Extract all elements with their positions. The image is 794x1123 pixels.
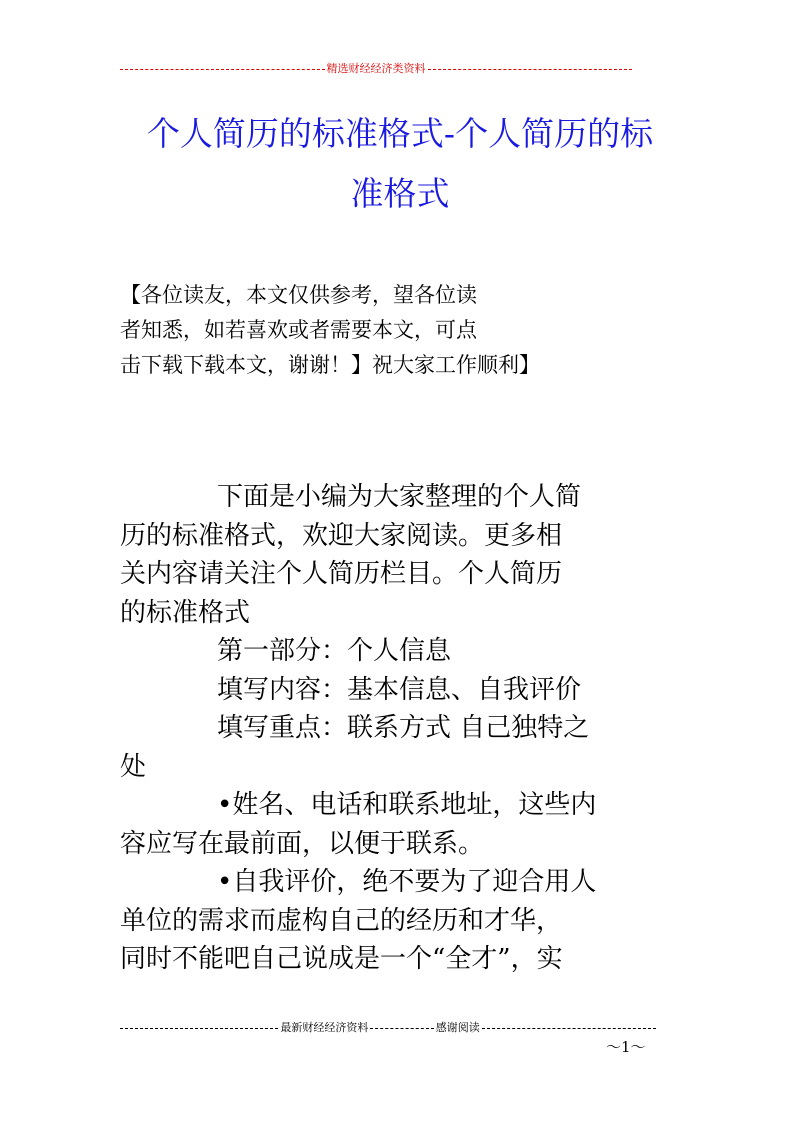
body-line-8: 处 [120, 751, 147, 782]
title-line-2: 准格式 [350, 174, 450, 213]
document-title [100, 104, 700, 224]
footer-dash-left [120, 1028, 278, 1029]
page-footer [120, 1018, 656, 1036]
title-line-1: 个人简历的标准格式-个人简历的标 [146, 114, 654, 153]
body-line-9: •姓名、电话和联系地址，这些内 [217, 790, 597, 820]
body-line-2: 历的标准格式，欢迎大家阅读。更多相 [120, 520, 563, 551]
notice-line-2: 者知悉，如若喜欢或者需要本文，可点 [120, 318, 477, 342]
body-line-12: 单位的需求而虚构自己的经历和才华， [120, 905, 563, 936]
footer-left-label: 最新财经经济资料 [280, 1021, 369, 1034]
header-dash-right [428, 69, 633, 70]
body-line-4: 的标准格式 [120, 597, 251, 628]
footer-right-label: 感谢阅读 [435, 1021, 480, 1034]
body-line-10: 容应写在最前面，以便于联系。 [120, 828, 485, 859]
page-number: ～1～ [606, 1038, 646, 1056]
notice-line-3: 击下载下载本文，谢谢！】祝大家工作顺利】 [120, 353, 540, 377]
reader-notice [120, 278, 640, 383]
body-line-11: •自我评价，绝不要为了迎合用人 [217, 867, 597, 897]
body-line-7: 填写重点：联系方式 自己独特之 [217, 713, 590, 743]
body-line-1: 下面是小编为大家整理的个人简 [217, 482, 582, 512]
document-body [120, 478, 682, 979]
header-dash-left [120, 69, 325, 70]
footer-dash-middle [370, 1028, 433, 1029]
body-line-3: 关内容请关注个人简历栏目。个人简历 [120, 559, 563, 589]
notice-line-1: 【各位读友，本文仅供参考，望各位读 [120, 283, 477, 307]
body-line-6: 填写内容：基本信息、自我评价 [217, 674, 582, 705]
body-line-13: 同时不能吧自己说成是一个“全才”，实 [120, 944, 563, 974]
header-label: 精选财经经济类资料 [326, 62, 426, 75]
body-line-5: 第一部分：个人信息 [217, 636, 452, 666]
footer-dash-right [482, 1028, 656, 1029]
page-header [120, 58, 632, 78]
